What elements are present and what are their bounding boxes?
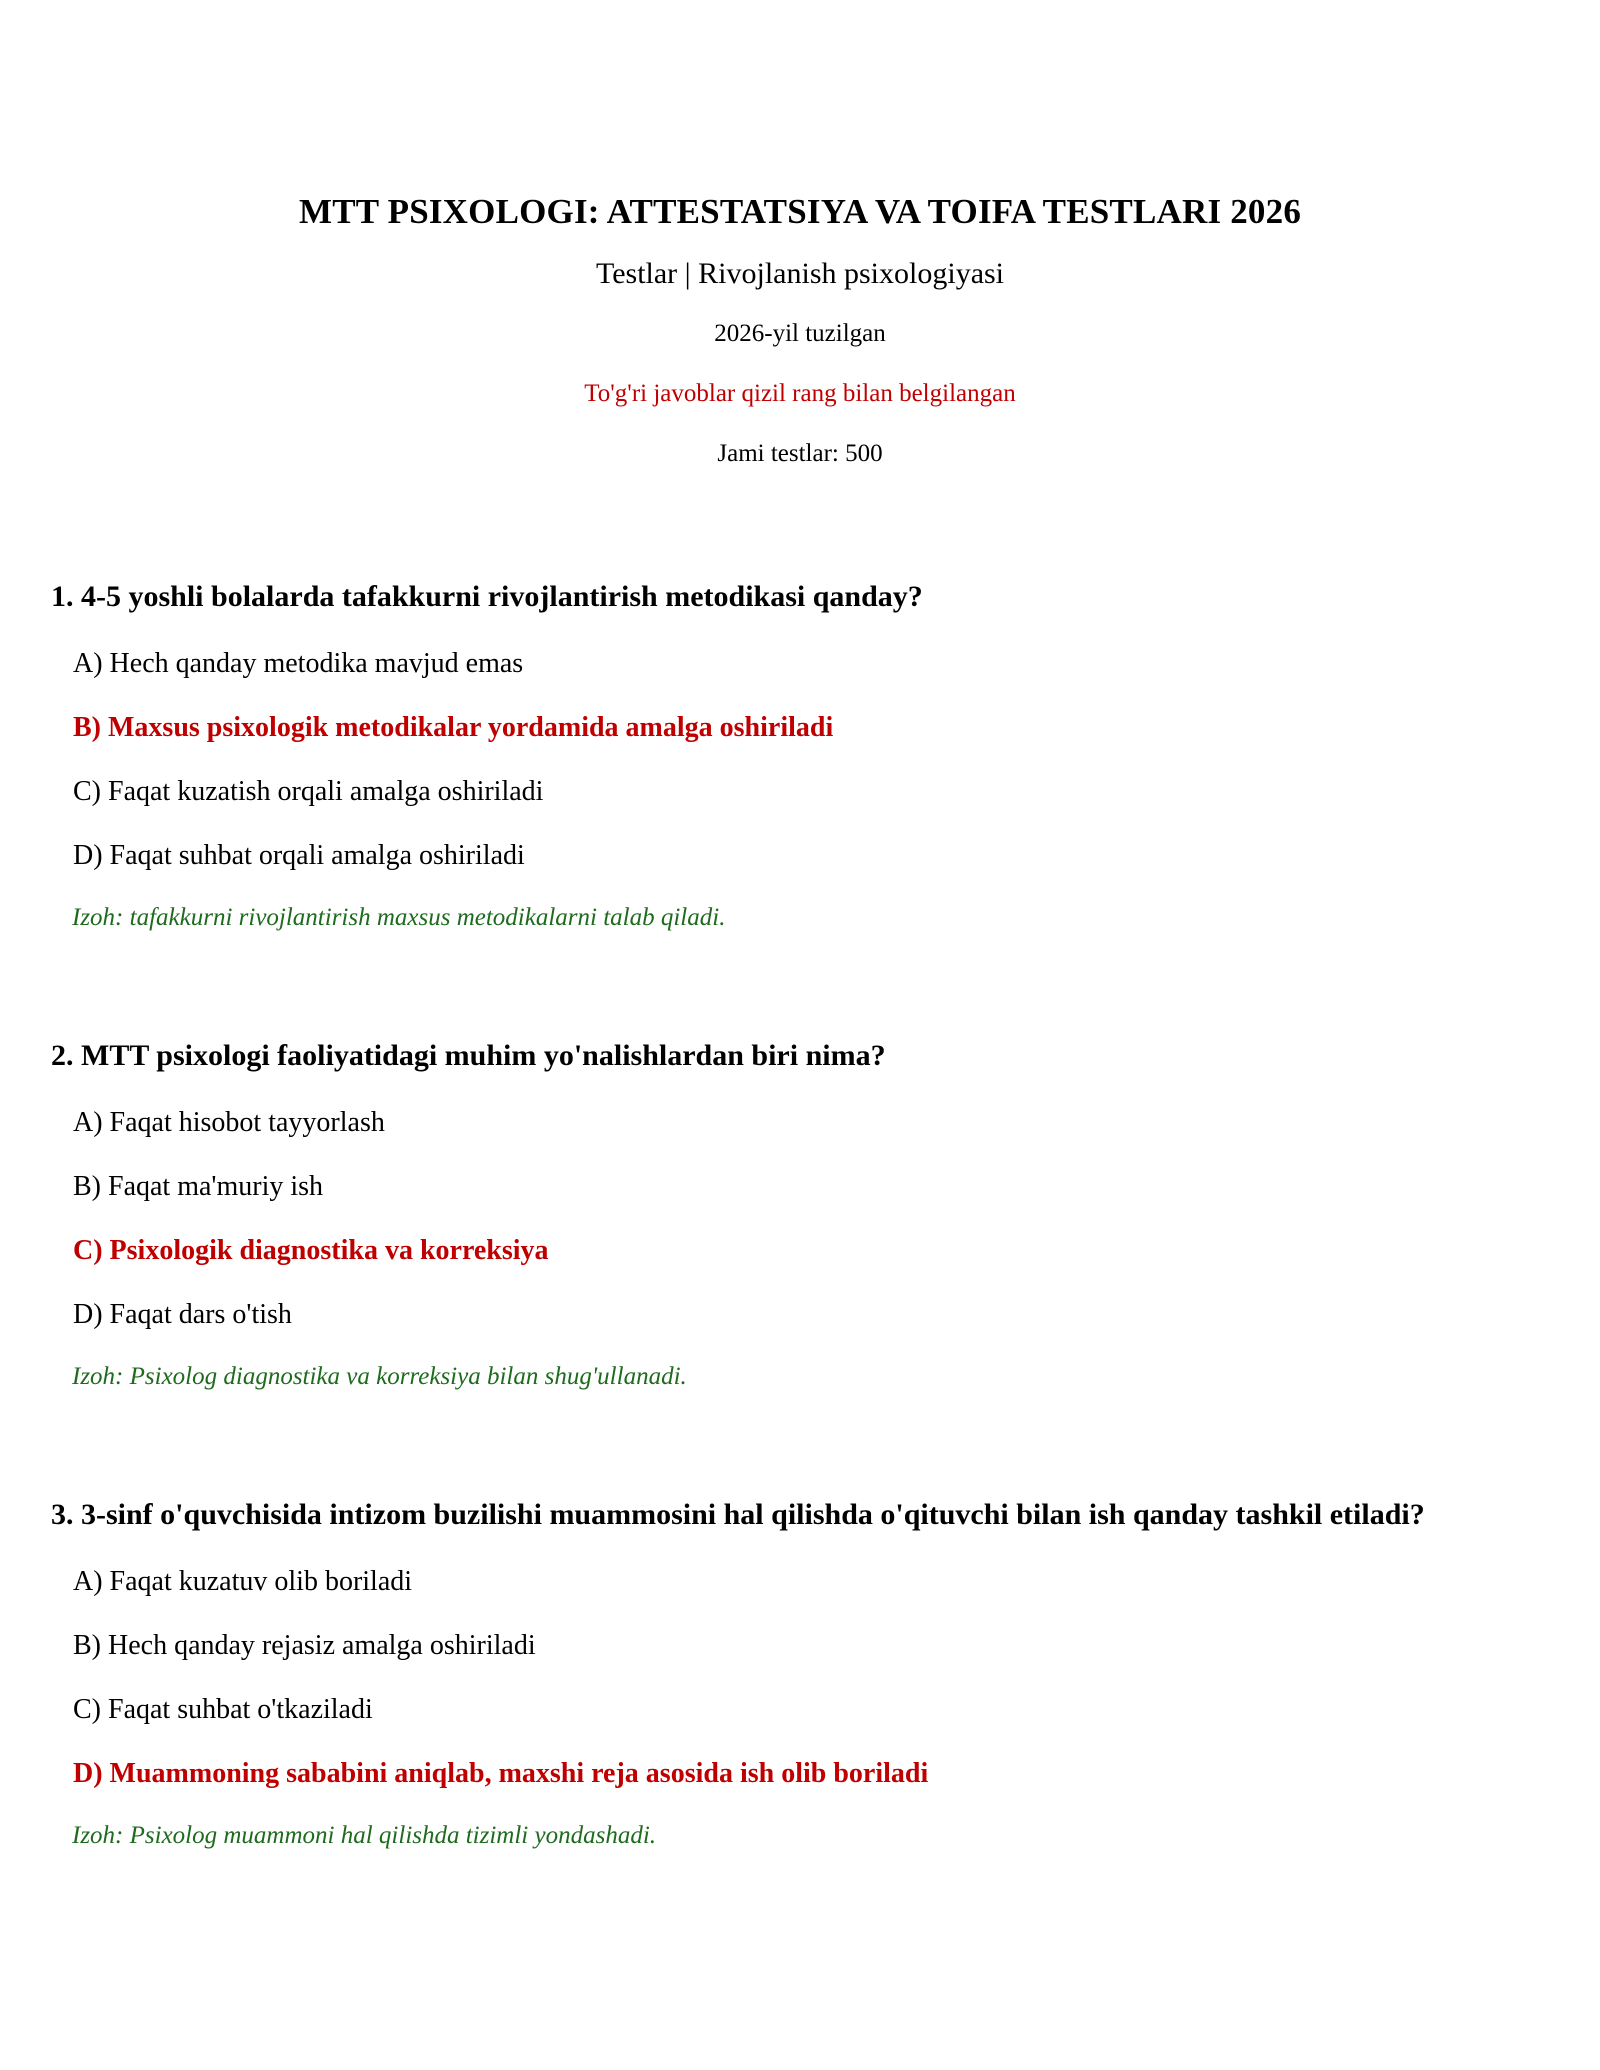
- answer-explanation: Izoh: Psixolog muammoni hal qilishda tizimli yondashadi.: [72, 1822, 657, 1849]
- question-list: [0, 572, 1600, 1949]
- answer-explanation: Izoh: Psixolog diagnostika va korreksiya bilan shug'ullanadi.: [72, 1363, 687, 1390]
- answer-option-c: C) Faqat kuzatish orqali amalga oshiriladi: [73, 776, 544, 807]
- answer-option-d: D) Faqat dars o'tish: [73, 1299, 292, 1330]
- answer-explanation: Izoh: tafakkurni rivojlantirish maxsus metodikalarni talab qiladi.: [72, 904, 726, 931]
- question-text: 2. MTT psixologi faoliyatidagi muhim yo'nalishlardan biri nima?: [51, 1039, 886, 1072]
- answer-options: [0, 1101, 1600, 1337]
- total-tests-label: Jami testlar: 500: [717, 440, 883, 467]
- question-block: [0, 1031, 1600, 1397]
- question-block: [0, 1490, 1600, 1856]
- question-block: [0, 572, 1600, 938]
- document-date-note: 2026-yil tuzilgan: [714, 320, 886, 347]
- answer-option-b: B) Maxsus psixologik metodikalar yordamida amalga oshiriladi: [73, 712, 834, 743]
- answer-option-c: C) Faqat suhbat o'tkaziladi: [73, 1694, 373, 1725]
- answer-option-a: A) Faqat hisobot tayyorlash: [73, 1107, 385, 1138]
- answer-option-c: C) Psixologik diagnostika va korreksiya: [73, 1235, 549, 1266]
- answer-option-a: A) Faqat kuzatuv olib boriladi: [73, 1566, 413, 1597]
- answer-option-b: B) Faqat ma'muriy ish: [73, 1171, 324, 1202]
- document-subtitle: Testlar | Rivojlanish psixologiyasi: [595, 257, 1005, 290]
- answer-options: [0, 642, 1600, 878]
- document-title: MTT PSIXOLOGI: ATTESTATSIYA VA TOIFA TESTLARI 2026: [298, 192, 1302, 231]
- answer-option-d: D) Faqat suhbat orqali amalga oshiriladi: [73, 840, 525, 871]
- document-header: [0, 182, 1600, 478]
- answer-options: [0, 1560, 1600, 1796]
- question-text: 3. 3-sinf o'quvchisida intizom buzilishi muammosini hal qilishda o'qituvchi bilan ish qanday tashkil etiladi?: [51, 1498, 1425, 1531]
- question-text: 1. 4-5 yoshli bolalarda tafakkurni rivojlantirish metodikasi qanday?: [51, 580, 923, 613]
- answer-option-d: D) Muammoning sababini aniqlab, maxshi reja asosida ish olib boriladi: [73, 1758, 929, 1789]
- answer-option-a: A) Hech qanday metodika mavjud emas: [73, 648, 524, 679]
- correct-answer-legend-note: To'g'ri javoblar qizil rang bilan belgilangan: [584, 380, 1016, 407]
- answer-option-b: B) Hech qanday rejasiz amalga oshiriladi: [73, 1630, 536, 1661]
